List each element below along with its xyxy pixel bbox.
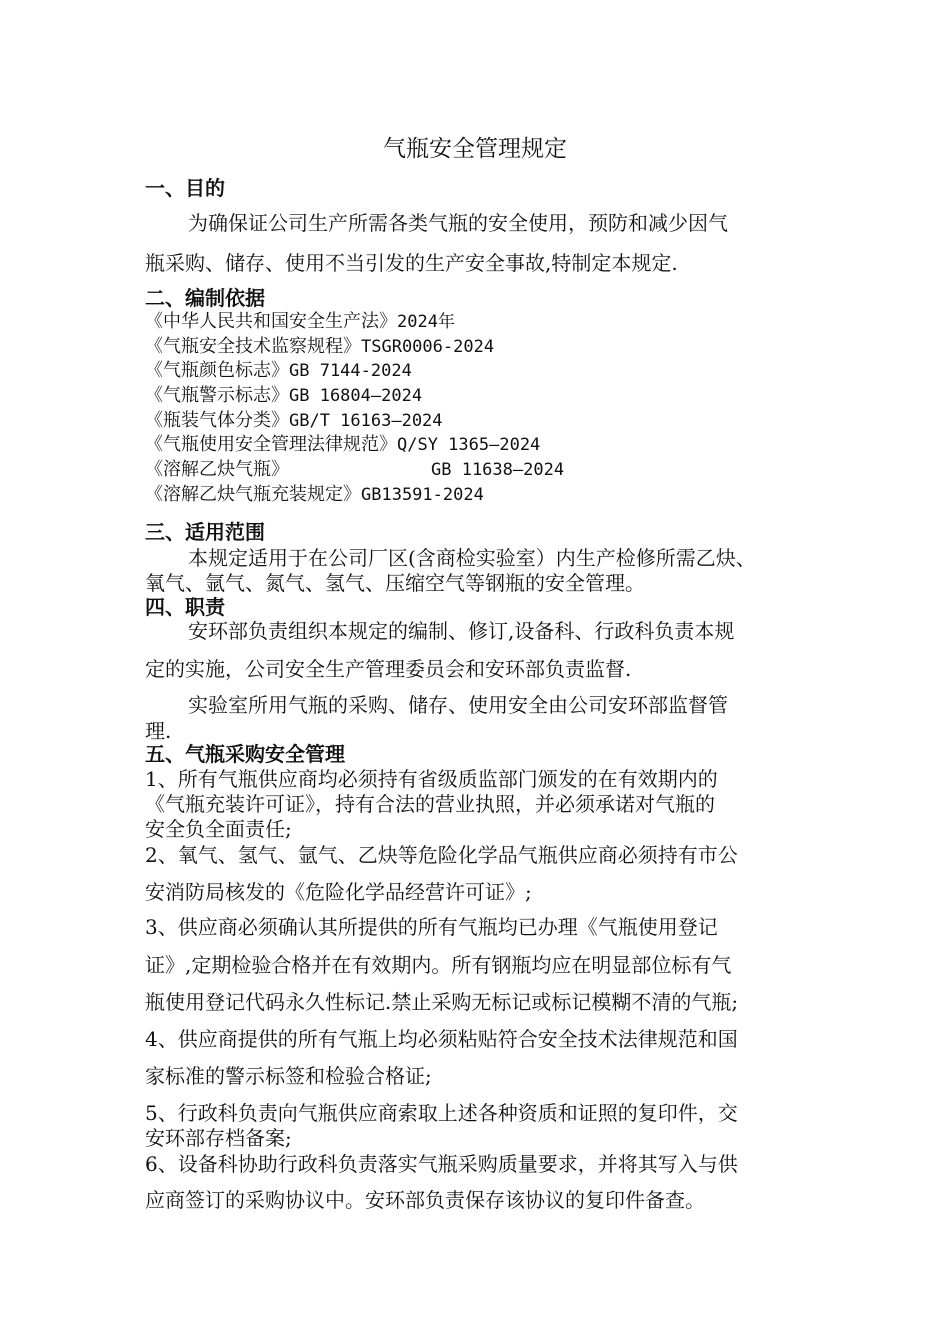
paragraph-line: 定的实施，公司安全生产管理委员会和安环部负责监督. [145, 657, 632, 681]
paragraph-line: 安环部负责组织本规定的编制、修订,设备科、行政科负责本规 [188, 619, 735, 643]
reference-standard: 2024年 [397, 312, 455, 332]
section-heading-purpose: 一、目的 [145, 176, 225, 200]
paragraph-line: 为确保证公司生产所需各类气瓶的安全使用，预防和减少因气 [188, 211, 728, 235]
paragraph-line: 实验室所用气瓶的采购、储存、使用安全由公司安环部监督管 [188, 693, 728, 717]
reference-item [145, 384, 422, 408]
reference-name: 《气瓶使用安全管理法律规范》 [145, 434, 397, 455]
reference-standard: Q/SY 1365—2024 [397, 435, 541, 455]
paragraph-line: 安消防局核发的《危险化学品经营许可证》; [145, 880, 532, 904]
reference-name: 《气瓶安全技术监察规程》 [145, 336, 361, 357]
paragraph-line: 4、供应商提供的所有气瓶上均必须粘贴符合安全技术法律规范和国 [145, 1027, 738, 1051]
reference-name: 《瓶装气体分类》 [145, 410, 289, 431]
reference-name: 《溶解乙炔气瓶》 [145, 459, 289, 480]
reference-name: 《气瓶颜色标志》 [145, 360, 289, 381]
reference-name: 《溶解乙炔气瓶充装规定》 [145, 484, 361, 505]
paragraph-line: 安环部存档备案; [145, 1126, 292, 1150]
reference-name: 《中华人民共和国安全生产法》 [145, 311, 397, 332]
reference-item [145, 458, 564, 482]
reference-standard: GB 11638—2024 [431, 460, 565, 480]
paragraph-line: 瓶使用登记代码永久性标记.禁止采购无标记或标记模糊不清的气瓶; [145, 990, 739, 1014]
reference-standard: GB 7144-2024 [289, 361, 412, 381]
paragraph-line: 1、所有气瓶供应商均必须持有省级质监部门颁发的在有效期内的 [145, 767, 718, 791]
reference-standard: GB/T 16163—2024 [289, 411, 443, 431]
paragraph-line: 家标准的警示标签和检验合格证; [145, 1064, 432, 1088]
reference-item [145, 409, 443, 433]
section-heading-basis: 二、编制依据 [145, 286, 265, 310]
paragraph-line: 《气瓶充装许可证》，持有合法的营业执照，并必须承诺对气瓶的 [145, 792, 715, 816]
paragraph-line: 安全负全面责任; [145, 817, 292, 841]
section-heading-procurement: 五、气瓶采购安全管理 [145, 742, 345, 766]
reference-item [145, 310, 455, 334]
reference-standard: GB 16804—2024 [289, 386, 423, 406]
reference-item [145, 359, 412, 383]
paragraph-line: 理. [145, 719, 172, 743]
page-title: 气瓶安全管理规定 [383, 136, 567, 162]
paragraph-line: 2、氧气、氢气、氩气、乙炔等危险化学品气瓶供应商必须持有市公 [145, 843, 738, 867]
reference-item [145, 433, 540, 457]
paragraph-line: 6、设备科协助行政科负责落实气瓶采购质量要求，并将其写入与供 [145, 1152, 738, 1176]
paragraph-line: 瓶采购、储存、使用不当引发的生产安全事故,特制定本规定. [145, 251, 678, 275]
reference-name: 《气瓶警示标志》 [145, 385, 289, 406]
reference-item [145, 335, 494, 359]
section-heading-responsibilities: 四、职责 [145, 595, 225, 619]
section-heading-scope: 三、适用范围 [145, 520, 265, 544]
paragraph-line: 5、行政科负责向气瓶供应商索取上述各种资质和证照的复印件，交 [145, 1101, 738, 1125]
paragraph-line: 3、供应商必须确认其所提供的所有气瓶均已办理《气瓶使用登记 [145, 915, 718, 939]
reference-standard: TSGR0006-2024 [361, 337, 495, 357]
paragraph-line: 应商签订的采购协议中。安环部负责保存该协议的复印件备查。 [145, 1188, 705, 1212]
paragraph-line: 本规定适用于在公司厂区(含商检实验室）内生产检修所需乙炔、 [188, 546, 756, 570]
reference-standard: GB13591-2024 [361, 485, 484, 505]
paragraph-line: 氧气、氩气、氮气、氢气、压缩空气等钢瓶的安全管理。 [145, 571, 645, 595]
paragraph-line: 证》,定期检验合格并在有效期内。所有钢瓶均应在明显部位标有气 [145, 953, 732, 977]
reference-item [145, 483, 484, 507]
